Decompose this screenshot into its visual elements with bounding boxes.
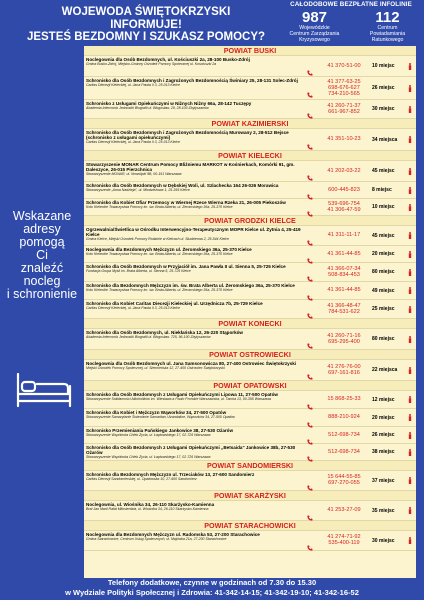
person-icon	[408, 136, 416, 145]
person-icon	[408, 168, 416, 177]
places-count: 12 miejsc	[372, 396, 395, 403]
section-heading: POWIAT KAZIMIERSKI	[84, 119, 416, 129]
section-heading: POWIAT KONECKI	[84, 319, 416, 329]
section-heading: POWIAT KIELECKI	[84, 151, 416, 161]
phone-icon	[307, 508, 313, 514]
shelter-entry	[86, 130, 310, 145]
shelter-entry	[86, 200, 310, 210]
shelter-operator: Stowarzyszenie MONAR, ul. Nowolipki 9B, 00-151 Warszawa	[86, 172, 182, 177]
shelter-name: Noclegownia dla Bezdomnych Mężczyzn ul. Radomska 53, 27-200 Starachowice	[86, 532, 260, 537]
section-heading: POWIAT BUSKI	[84, 46, 416, 56]
shelter-entry	[86, 283, 310, 293]
hotline-label: Kryzysowego	[299, 37, 330, 43]
places-count: 45 miejsc	[372, 168, 395, 174]
shelter-name: Noclegownia dla Bezdomnych Mężczyzn ul. Żeromskiego 36a, 25-370 Kielce	[86, 247, 252, 252]
shelter-name: Schronisko dla Osób Bezdomnych z Usługami Opiekuńczymi Lipowa 11, 27-500 Opatów	[86, 392, 278, 397]
shelter-operator: Stowarzyszenie Solidarności Alkoholików im. Wiesława a Paulo Prorokie Warszawska, ul. Tamka 13, 00-355 Warszawa	[86, 397, 271, 402]
shelter-entry	[86, 361, 310, 371]
shelter-row	[84, 300, 416, 319]
slogan-line: adresy	[23, 222, 61, 236]
header	[0, 0, 424, 46]
shelter-entry	[86, 472, 310, 482]
person-icon	[408, 449, 416, 458]
shelter-entry	[86, 227, 310, 242]
shelter-row	[84, 77, 416, 100]
phone-number: 41 377-63-25 698-676-627 734-210-565	[327, 78, 361, 98]
shelter-entry	[86, 247, 310, 257]
person-icon	[408, 477, 416, 486]
places-count: 80 miejsc	[372, 336, 395, 342]
shelter-row	[84, 409, 416, 427]
shelter-row	[84, 329, 416, 350]
shelter-name: Schronisko dla Osób Bezdomnych w Dębskiej Woli, ul. Szlachecka 164 26-026 Morawica	[86, 183, 279, 188]
shelter-operator: Akademia Intercomb Jednostki Biografii ul. Błogosław. 29, 28-100 Zbyłyszanów	[86, 106, 209, 111]
places-count: 30 miejsc	[372, 106, 395, 112]
places-count: 20 miejsc	[372, 414, 395, 421]
phone-icon	[307, 432, 313, 438]
shelter-operator: Koło Kieleckie Towarzystwa Pomocy im. św. Brata Alberta, ul. Żeromskiego 36a, 25-370 Kielce	[86, 205, 233, 210]
shelter-row	[84, 56, 416, 77]
shelter-name: Noclegownia dla Osób Bezdomnych, ul. Kościuszki 2a, 28-100 Busko-Zdrój	[86, 57, 250, 62]
sidebar-slogan	[0, 210, 84, 301]
phone-icon	[307, 306, 313, 312]
header-title	[6, 6, 286, 44]
shelter-name: Schronisko dla Kobiet i Mężczyzn Wąworków 34, 27-500 Opatów	[86, 410, 227, 415]
shelter-row	[84, 531, 416, 551]
shelter-row	[84, 427, 416, 444]
shelter-name: Schronisko dla Kobiet Caritas Diecezji Kieleckiej ul. Urzędnicza 7b, 25-729 Kielce	[86, 301, 263, 306]
phone-icon	[307, 106, 313, 112]
phone-icon	[307, 367, 313, 373]
hotline-left	[278, 10, 351, 43]
phone-number: 41 366-48-47 784-531-622	[327, 302, 361, 315]
title-line: WOJEWODA ŚWIĘTOKRZYSKI	[61, 6, 231, 18]
shelter-entry	[86, 162, 310, 177]
phone-number: 41 361-44-85	[327, 287, 361, 294]
phone-icon	[307, 269, 313, 275]
places-count: 49 miejsc	[372, 287, 395, 294]
person-icon	[408, 396, 416, 405]
places-count: 37 miejsc	[372, 477, 395, 484]
shelter-operator: Stowarzyszenie Wspólnota Chleb Życia, ul. Łaptowskiego 17, 02-726 Warszawa	[86, 455, 211, 460]
phone-number: 15 644-55-85 697-270-055	[327, 474, 361, 487]
places-count: 10 miejsc	[372, 204, 395, 210]
phone-number: 539-696-754 41 306-47-59	[327, 200, 361, 213]
hotline-heading: CAŁODOBOWE BEZPŁATNE INFOLINIE	[290, 1, 412, 8]
shelter-name: Noclegownia, ul. Wiośnika 34, 26-110 Skarżysko-Kamienna	[86, 502, 215, 507]
shelter-row	[84, 161, 416, 182]
shelter-operator: Caritas Diecezji Kieleckiej, ul. Jana Pawła II 3, 25-013 Kielce	[86, 140, 180, 145]
person-icon	[408, 85, 416, 94]
person-icon	[408, 367, 416, 376]
shelter-entry	[86, 264, 310, 274]
slogan-line: znaleźć	[20, 261, 64, 275]
phone-icon	[307, 187, 313, 193]
shelter-name: Schronisko dla Bezdomnych Mężczyzn ul. Trzeciaków 13, 27-600 Sandomierz	[86, 472, 255, 477]
phone-number: 512-698-734	[328, 431, 360, 438]
sidebar	[0, 46, 84, 576]
shelter-operator: Stowarzyszenie Wspólnota Chleb Życia, ul. Łaptowskiego 17, 02-726 Warszawa	[86, 433, 211, 438]
shelter-name: Ogrzewalnia/Świetlica w Ośrodku Interwencyjno-Terapeutycznym MOPR Kielce ul. Żytnia 4, 25-419 Kielce	[86, 227, 301, 238]
person-icon	[408, 336, 416, 345]
section-heading: POWIAT GRODZKI KIELCE	[84, 216, 416, 226]
shelter-entry	[86, 101, 310, 111]
shelter-row	[84, 129, 416, 151]
phone-number: 41 202-03-22	[327, 167, 361, 174]
slogan-line: i schronienie	[6, 287, 78, 301]
hotline-label: Wojewódzkie	[299, 25, 330, 31]
section-heading: POWIAT OPATOWSKI	[84, 381, 416, 391]
places-count: 22 miejsca	[372, 367, 398, 373]
places-count: 35 miejsc	[372, 507, 395, 514]
person-icon	[408, 507, 416, 516]
phone-icon	[307, 449, 313, 455]
phone-number: 41 370-51-00	[327, 62, 361, 69]
shelter-row	[84, 226, 416, 246]
footer-line: w Wydziale Polityki Społecznej i Zdrowia: 41-342-14-15; 41-342-19-10; 41-342-16-52	[65, 588, 359, 597]
title-line: INFORMUJE!	[110, 18, 182, 31]
phone-number: 41 253-27-09	[327, 507, 361, 514]
footer	[0, 578, 424, 600]
shelter-entry	[86, 183, 310, 193]
shelter-row	[84, 100, 416, 119]
shelter-name: Schronisko z Usługami Opiekuńczymi w Niżnych Niżny 66a, 28-142 Tuczępy	[86, 101, 252, 106]
shelter-entry	[86, 78, 310, 88]
phone-icon	[307, 397, 313, 403]
shelter-operator: Fundacja Grupa Myśli im. Brata Alberta, ul. Sienna 5, 25-725 Kielce	[86, 269, 191, 274]
slogan-line: pomogą	[19, 235, 65, 249]
hotline-label: Centrum	[377, 25, 398, 31]
shelter-name: Schronisko dla Osób Bezdomnych w Przyjaciół im. Jana Pawła II ul. Sienna 5, 25-725 Kielce	[86, 264, 286, 269]
phone-number: 600-445-823	[328, 186, 360, 193]
person-icon	[408, 306, 416, 315]
phone-number: 41 366-07-34 508-834-453	[327, 265, 361, 278]
shelter-entry	[86, 330, 310, 340]
places-count: 26 miejsc	[372, 432, 395, 438]
section-heading: POWIAT STARACHOWICKI	[84, 521, 416, 531]
shelter-row	[84, 444, 416, 461]
places-count: 45 miejsc	[372, 232, 395, 239]
shelter-operator: Caritas Diecezji Sandomierskiej, ul. Opatowska 10, 27-600 Sandomierz	[86, 477, 197, 482]
places-count: 25 miejsc	[372, 306, 395, 312]
phone-number: 41 361-44-85	[327, 250, 361, 257]
places-count: 20 miejsc	[372, 251, 395, 257]
shelter-entry	[86, 502, 310, 512]
shelter-row	[84, 391, 416, 409]
shelter-row	[84, 263, 416, 282]
person-icon	[408, 432, 416, 441]
phone-icon	[307, 251, 313, 257]
shelter-entry	[86, 301, 310, 311]
shelter-entry	[86, 428, 310, 438]
section-heading: POWIAT SANDOMIERSKI	[84, 461, 416, 471]
phone-number: 41 276-76-00 697-161-816	[327, 363, 361, 376]
phone-icon	[307, 415, 313, 421]
shelter-operator: Caritas Diecezji Kieleckiej, ul. Jana Pawła II 3, 25-013 Kielce	[86, 306, 180, 311]
shelter-name: Stowarzyszenie MONAR Centrum Pomocy Bliźniemu MARKOT w Kośnierkach, Komórki 91, gm. Daleszyce, 26-015 Pierzchnica	[86, 162, 295, 173]
hotline-right	[351, 10, 424, 43]
shelter-entry	[86, 532, 310, 542]
phone-number: 41 311-11-17	[327, 232, 361, 239]
places-count: 10 miejsc	[372, 63, 395, 69]
places-count: 38 miejsc	[372, 449, 395, 455]
person-icon	[408, 204, 416, 213]
shelter-row	[84, 282, 416, 300]
phone-icon	[307, 63, 313, 69]
person-icon	[408, 63, 416, 72]
hotline-number: 112	[375, 9, 400, 26]
slogan-line: Ci	[36, 248, 48, 262]
shelter-entry	[86, 57, 310, 67]
hotline-box	[278, 1, 424, 47]
shelter-row	[84, 182, 416, 199]
shelter-name: Schronisko dla Osób Bezdomnych, ul. Niekłańska 12, 26-220 Stąporków	[86, 330, 244, 335]
shelter-entry	[86, 410, 310, 420]
phone-number: 41 351-10-23	[327, 136, 361, 143]
slogan-line: Wskazane	[12, 209, 72, 223]
hotline-label: Ratunkowego	[371, 37, 404, 43]
shelter-operator: Brat Jan Marii Rafał Miłosierdzia, ul. Wiośnika 34, 26-110 Skarżysko-Kamienna	[86, 507, 209, 512]
section-heading: POWIAT OSTROWIECKI	[84, 350, 416, 360]
phone-number: 512-698-734	[328, 448, 360, 455]
shelter-operator: Gmina Starachowice, Centrum Usług Społecznych, ul. Majówka 21a, 27-200 Starachowice	[86, 537, 227, 542]
places-count: 26 miejsc	[372, 85, 395, 91]
shelter-name: Schronisko dla Bezdomnych Mężczyzn im. św. Brata Alberta ul. Żeromskiego 36a, 25-370 Kielce	[86, 283, 295, 288]
shelter-name: Schronisko dla Kobiet Ofiar Przemocy w Wiernej Rzece Wierna Rzeka 21, 26-005 Piekoszów	[86, 200, 286, 205]
shelter-row	[84, 471, 416, 491]
places-count: 8 miejsc	[372, 187, 392, 193]
section-heading: POWIAT SKARŻYSKI	[84, 491, 416, 501]
shelter-operator: Gmina Busko-Zdrój, Miejsko-Gminny Ośrodek Pomocy Społecznej ul. Kościuszki 2a	[86, 62, 217, 67]
shelter-operator: Stowarzyszenie Samarytanie Świecianie Samaritan i Arandalioe, Wąworków 34, 27-500 Opatów	[86, 415, 235, 420]
phone-icon	[307, 478, 313, 484]
shelter-entry	[86, 392, 310, 402]
person-icon	[408, 537, 416, 546]
shelter-operator: Gmina Kielce, Miejski Ośrodek Pomocy Rodzinie w Kielcach ul. Studzienna 2, 25-544 Kielce	[86, 237, 229, 242]
person-icon	[408, 269, 416, 278]
shelter-name: Schronisko Przemieniania Pańskiego Jankowice 38, 27-530 Ożarów	[86, 428, 234, 433]
shelter-entry	[86, 445, 310, 460]
shelter-row	[84, 246, 416, 263]
phone-number: 888-210-924	[328, 414, 360, 421]
shelter-operator: Koło Kieleckie Towarzystwa Pomocy im. św. Brata Alberta, ul. Żeromskiego 36a, 25-370 Kielce	[86, 288, 233, 293]
phone-number: 41 274-71-92 535-400-119	[327, 534, 361, 547]
shelter-name: Schronisko dla Osób Bezdomnych i Zagrożonych Bezdomnością Murowany 2, 28-512 Bejsce (schronisko z usługami opiekuńczymi)	[86, 130, 289, 141]
phone-icon	[307, 233, 313, 239]
shelter-name: Schronisko dla Osób Bezdomnych i Zagrożonych Bezdomnością Świniary 25, 28-131 Solec-Zdrój	[86, 78, 298, 83]
phone-icon	[307, 538, 313, 544]
shelter-row	[84, 360, 416, 381]
phone-number: 41 260-71-37 661-967-852	[327, 102, 361, 115]
phone-icon	[307, 168, 313, 174]
places-count: 34 miejsca	[372, 136, 398, 143]
shelter-list	[84, 46, 416, 578]
bed-icon	[14, 368, 74, 410]
person-icon	[408, 414, 416, 423]
person-icon	[408, 287, 416, 296]
footer-line: Telefony dodatkowe, czynne w godzinach od 7.30 do 15.30	[107, 578, 317, 587]
shelter-operator: Caritas Diecezji Kieleckiej, ul. Jana Pawła II 3, 25-013 Kielce	[86, 83, 180, 88]
slogan-line: nocleg	[23, 274, 61, 288]
phone-icon	[307, 336, 313, 342]
person-icon	[408, 251, 416, 260]
shelter-operator: Akademia Intercomb Jednostki Biografii ul. Błogosław. 725, 96-100 Zbyłyszanów	[86, 335, 211, 340]
phone-number: 41 260-71-16 695-295-400	[327, 332, 361, 345]
phone-number: 15 868-25-33	[327, 396, 361, 403]
phone-icon	[307, 204, 313, 210]
shelter-row	[84, 501, 416, 521]
phone-icon	[307, 288, 313, 294]
places-count: 30 miejsc	[372, 537, 395, 544]
hotline-number: 987	[301, 9, 328, 26]
phone-icon	[307, 137, 313, 143]
shelter-operator: Miejski Ośrodek Pomocy Społecznej, ul. Siennieńska 12, 27-400 Ostrowiec Świętokrzyski	[86, 366, 225, 371]
hotline-label: Powiadamiania	[369, 31, 406, 37]
shelter-operator: Koło Kieleckie Towarzystwa Pomocy im. św. Brata Alberta, ul. Żeromskiego 36a, 25-370 Kielce	[86, 252, 233, 257]
shelter-operator: Stowarzyszenie „Anna Nadzieja", ul. Młodzieżowa 1, 25-355 Kielce	[86, 188, 190, 193]
person-icon	[408, 187, 416, 196]
title-line: JESTEŚ BEZDOMNY I SZUKASZ POMOCY?	[26, 31, 266, 43]
phone-icon	[307, 85, 313, 91]
shelter-name: Schronisko dla Osób Bezdomnych z Usługami Opiekuńczymi „Betsaida" Jankowice 38b, 27-530 Ożarów	[86, 445, 296, 456]
places-count: 80 miejsc	[372, 269, 395, 275]
person-icon	[408, 232, 416, 241]
shelter-name: Noclegownia dla Osób Bezdomnych ul. Jana Samsonowicza 80, 27-400 Ostrowiec Świętokrzyski	[86, 361, 297, 366]
person-icon	[408, 106, 416, 115]
hotline-label: Centrum Zarządzania	[289, 31, 340, 37]
shelter-row	[84, 199, 416, 216]
